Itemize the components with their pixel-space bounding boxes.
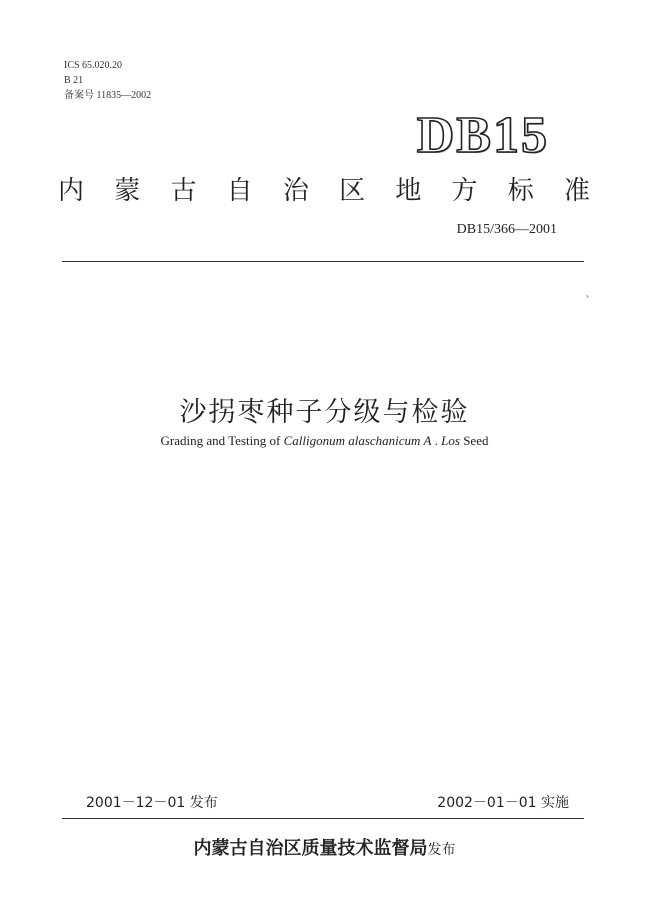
ics-code: ICS 65.020.20 bbox=[64, 60, 123, 71]
publisher bbox=[0, 834, 649, 860]
standard-type-char: 区 bbox=[339, 176, 366, 206]
title-english-separator: . bbox=[431, 433, 442, 448]
filing-number: 备案号 11835—2002 bbox=[64, 90, 152, 101]
title-english-suffix: Seed bbox=[459, 433, 489, 448]
standard-type-char: 内 bbox=[58, 176, 85, 206]
standard-type-char: 古 bbox=[170, 176, 197, 206]
title-chinese: 沙拐枣种子分级与检验 bbox=[179, 397, 470, 428]
issue-date: 2001－12－01 发布 bbox=[86, 795, 218, 811]
title-english bbox=[0, 433, 649, 449]
implementation-date: 2002－01－01 实施 bbox=[437, 795, 569, 811]
title-english-prefix: Grading and Testing of bbox=[160, 433, 284, 448]
publisher-suffix: 发布 bbox=[427, 842, 456, 858]
title-english-species: Calligonum alaschanicum A bbox=[283, 433, 432, 448]
standard-metadata bbox=[64, 58, 151, 103]
standard-type-char: 蒙 bbox=[114, 176, 141, 206]
standard-type-char: 地 bbox=[395, 176, 422, 206]
scan-mark: › bbox=[585, 292, 589, 301]
standard-type-heading bbox=[58, 174, 590, 208]
standard-type-char: 标 bbox=[507, 176, 534, 206]
standard-type-char: 自 bbox=[226, 176, 253, 206]
standard-type-char: 准 bbox=[563, 176, 590, 206]
standard-number: DB15/366—2001 bbox=[456, 222, 557, 237]
header-divider bbox=[62, 261, 584, 262]
footer-divider bbox=[62, 818, 584, 819]
standard-type-char: 方 bbox=[451, 176, 478, 206]
title-english-author: Los bbox=[441, 433, 460, 448]
publisher-name: 内蒙古自治区质量技术监督局 bbox=[193, 838, 428, 859]
standard-type-char: 治 bbox=[282, 176, 309, 206]
db-logo: DB15 bbox=[416, 107, 549, 164]
category-code: B 21 bbox=[64, 75, 84, 86]
